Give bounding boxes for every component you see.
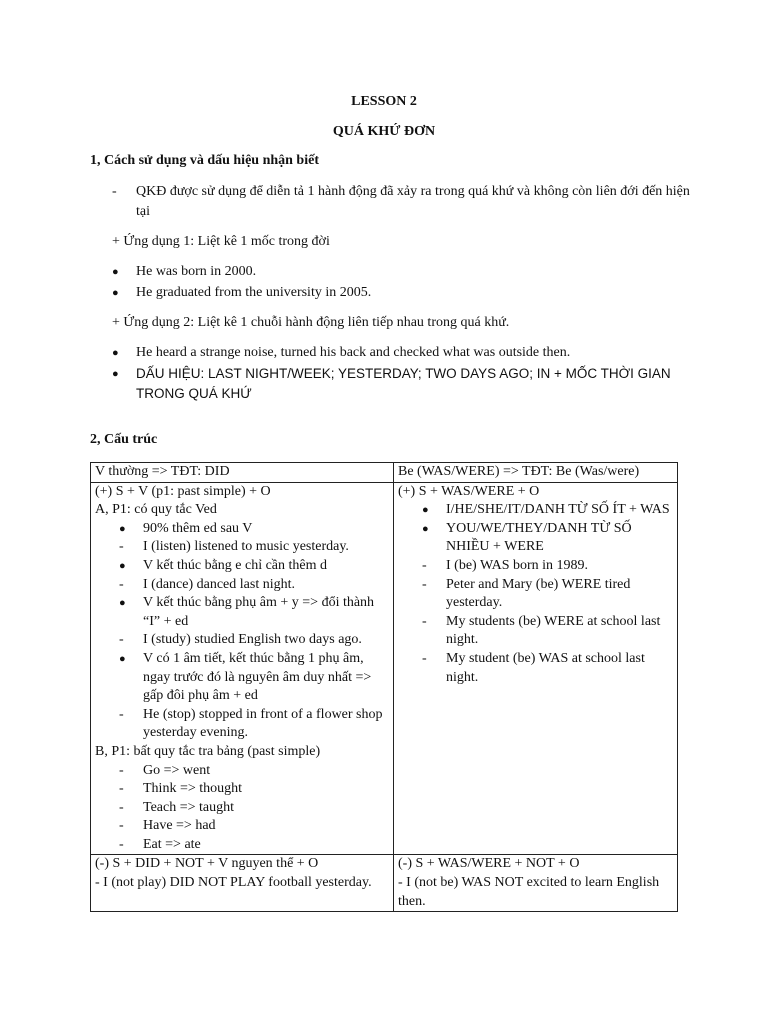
list-item xyxy=(95,817,389,836)
bullet-icon: ● xyxy=(112,287,119,299)
use2-example-text: He heard a strange noise, turned his back and checked what was outside then. xyxy=(136,345,571,360)
list-item-text: V kết thúc bằng e chỉ cần thêm d xyxy=(143,557,328,573)
bullet-icon: ● xyxy=(119,522,126,535)
list-item xyxy=(95,799,389,818)
list-item xyxy=(95,520,389,539)
lesson-subtitle: QUÁ KHỨ ĐƠN xyxy=(332,124,436,139)
dash-marker: - xyxy=(119,762,124,778)
negative-left-cell xyxy=(91,855,394,912)
bullet-icon: ● xyxy=(422,504,429,517)
list-item-text: Eat => ate xyxy=(143,836,201,852)
list-item-text: V kết thúc bằng phụ âm + y => đổi thành “I” + ed xyxy=(143,595,375,629)
dash-marker: - xyxy=(422,613,427,629)
list-item-text: I (listen) listened to music yesterday. xyxy=(143,539,349,555)
dash-marker: - xyxy=(119,781,124,797)
dash-marker: - xyxy=(119,539,124,555)
list-item xyxy=(398,520,673,557)
list-item-text: Have => had xyxy=(143,818,216,834)
use2-label: + Ứng dụng 2: Liệt kê 1 chuỗi hành động liên tiếp nhau trong quá khứ. xyxy=(112,315,510,330)
bullet-icon: ● xyxy=(112,266,119,278)
dash-marker: - xyxy=(422,557,427,573)
section2-heading: 2, Cấu trúc xyxy=(90,432,158,447)
list-item xyxy=(398,576,673,613)
list-item-text: I/HE/SHE/IT/DANH TỪ SỐ ÍT + WAS xyxy=(446,502,670,518)
negative-right-formula: (-) S + WAS/WERE + NOT + O xyxy=(398,856,580,872)
list-item-text: V có 1 âm tiết, kết thúc bằng 1 phụ âm, ngay trước đó là nguyên âm duy nhất => gấp đôi phụ âm + ed xyxy=(143,650,372,704)
list-item xyxy=(95,538,389,557)
list-item xyxy=(95,706,389,743)
lesson-title: LESSON 2 xyxy=(351,94,417,109)
list-item-text: He (stop) stopped in front of a flower shop yesterday evening. xyxy=(143,706,383,741)
part-b-label: B, P1: bất quy tắc tra bảng (past simple) xyxy=(95,743,321,759)
dash-marker: - xyxy=(119,576,124,592)
bullet-icon: ● xyxy=(119,597,126,610)
list-item-text: I (study) studied English two days ago. xyxy=(143,632,362,648)
positive-right-cell xyxy=(394,482,678,855)
list-item xyxy=(95,836,389,855)
bullet-icon: ● xyxy=(112,368,119,380)
table-header-row xyxy=(91,463,678,483)
list-item xyxy=(95,650,389,706)
header-left: V thường => TĐT: DID xyxy=(91,463,394,483)
list-item-text: Peter and Mary (be) WERE tired yesterday. xyxy=(446,576,631,611)
bullet-icon: ● xyxy=(422,522,429,535)
section1-heading: 1, Cách sử dụng và dấu hiệu nhận biết xyxy=(90,153,319,168)
dash-marker: - xyxy=(112,184,117,199)
part-a-label: A, P1: có quy tắc Ved xyxy=(95,502,217,518)
dash-marker: - xyxy=(119,799,124,815)
dash-marker: - xyxy=(422,650,427,666)
intro-text: QKĐ được sử dụng để diễn tả 1 hành động đã xảy ra trong quá khứ và không còn liên đới đến hiện tại xyxy=(136,184,690,219)
list-item-text: Go => went xyxy=(143,762,211,778)
positive-left-formula: (+) S + V (p1: past simple) + O xyxy=(95,483,271,499)
bullet-icon: ● xyxy=(119,652,126,665)
positive-left-cell xyxy=(91,482,394,855)
structure-table xyxy=(90,462,678,912)
list-item-text: Teach => taught xyxy=(143,799,234,815)
dash-marker: - xyxy=(119,706,124,722)
list-item xyxy=(95,762,389,781)
list-item xyxy=(398,557,673,576)
bullet-icon: ● xyxy=(119,559,126,572)
negative-right-cell xyxy=(394,855,678,912)
negative-left-formula: (-) S + DID + NOT + V nguyen thể + O xyxy=(95,856,319,872)
dash-marker: - xyxy=(119,818,124,834)
list-item xyxy=(95,594,389,631)
list-item-text: I (dance) danced last night. xyxy=(143,576,295,592)
list-item-text: I (be) WAS born in 1989. xyxy=(446,557,589,573)
dash-marker: - xyxy=(422,576,427,592)
list-item xyxy=(398,501,673,520)
positive-right-formula: (+) S + WAS/WERE + O xyxy=(398,483,540,499)
table-positive-row xyxy=(91,482,678,855)
list-item-text: Think => thought xyxy=(143,781,243,797)
negative-left-example: - I (not play) DID NOT PLAY football yesterday. xyxy=(95,875,372,891)
list-item xyxy=(95,631,389,650)
list-item-text: My students (be) WERE at school last night. xyxy=(446,613,661,648)
negative-right-example: - I (not be) WAS NOT excited to learn English then. xyxy=(398,875,660,909)
dash-marker: - xyxy=(119,632,124,648)
list-item xyxy=(95,780,389,799)
list-item-text: YOU/WE/THEY/DANH TỪ SỐ NHIỀU + WERE xyxy=(446,520,632,555)
dash-marker: - xyxy=(119,836,124,852)
list-item xyxy=(398,613,673,650)
list-item xyxy=(398,650,673,687)
list-item-text: 90% thêm ed sau V xyxy=(143,520,253,536)
table-negative-row xyxy=(91,855,678,912)
list-item xyxy=(95,576,389,595)
use1-example-text: He graduated from the university in 2005. xyxy=(136,285,372,300)
list-item xyxy=(95,557,389,576)
bullet-icon: ● xyxy=(112,347,119,359)
use1-example-text: He was born in 2000. xyxy=(136,264,257,279)
list-item-text: My student (be) WAS at school last night. xyxy=(446,650,645,685)
header-right: Be (WAS/WERE) => TĐT: Be (Was/were) xyxy=(394,463,678,483)
signal-text: DẤU HIỆU: LAST NIGHT/WEEK; YESTERDAY; TWO DAYS AGO; IN + MỐC THỜI GIAN TRONG QUÁ KHỨ xyxy=(136,366,671,401)
use1-label: + Ứng dụng 1: Liệt kê 1 mốc trong đời xyxy=(112,234,330,249)
